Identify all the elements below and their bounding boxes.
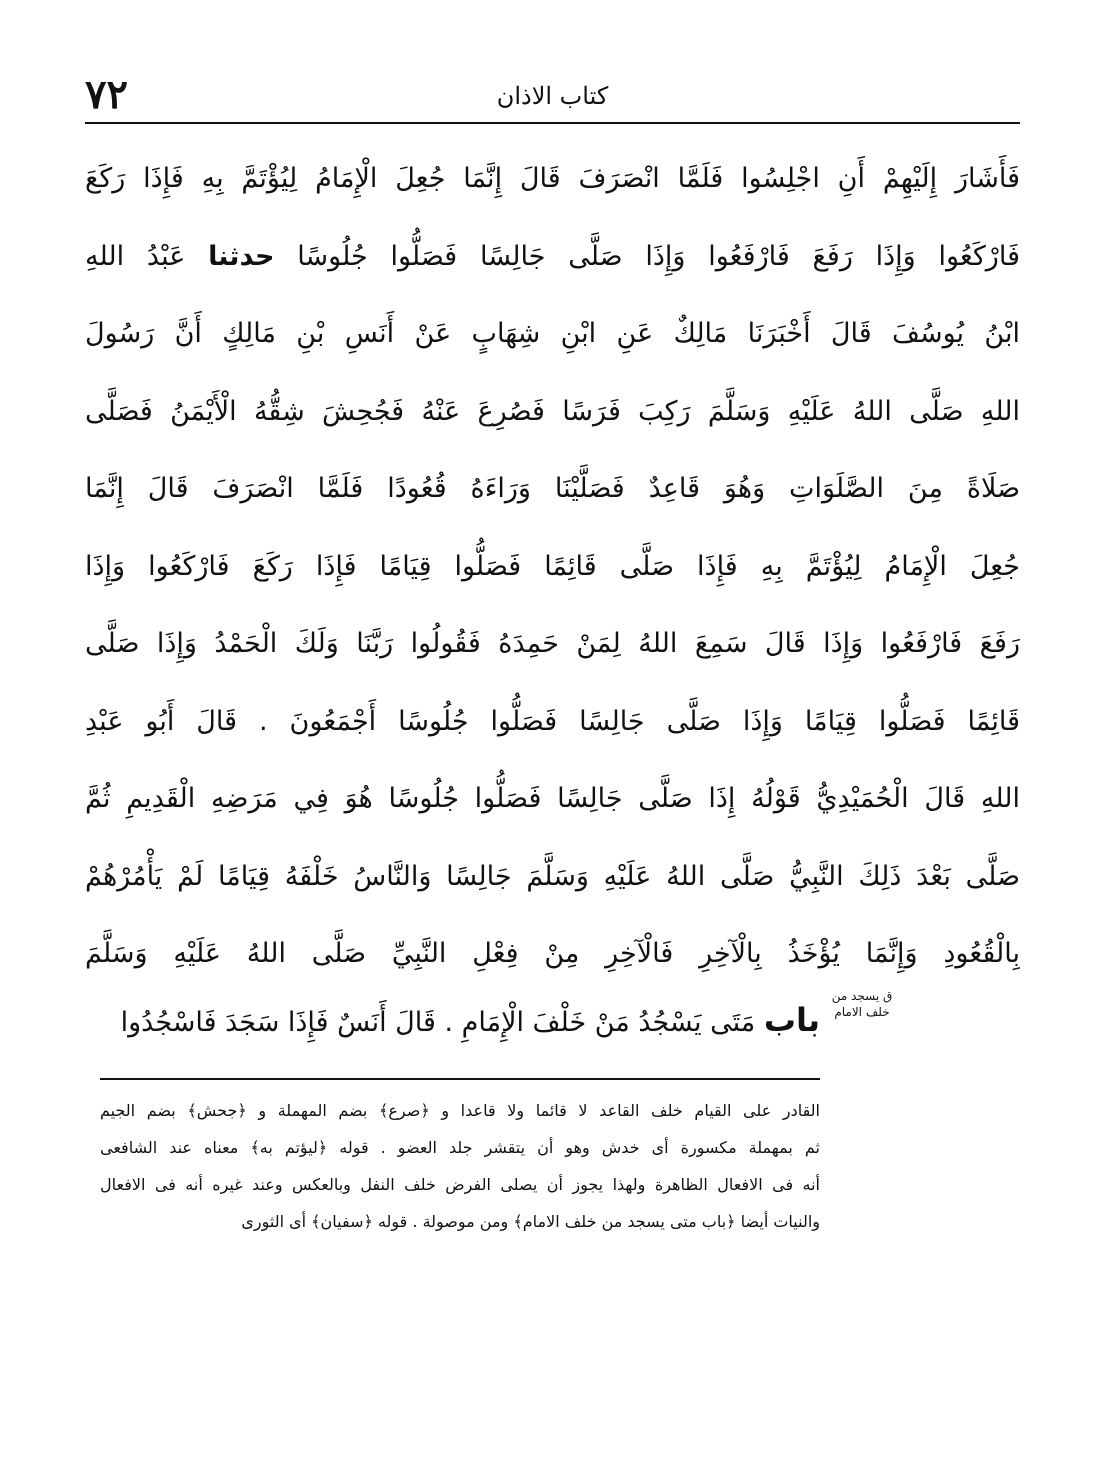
footnote-line: ثم بمهملة مكسورة أى خدش وهو أن يتقشر جلد العضو . قوله ﴿ليؤتم به﴾ معناه عند الشافعى — [100, 1138, 820, 1157]
text-line: رَفَعَ فَارْفَعُوا وَإِذَا قَالَ سَمِعَ اللهُ لِمَنْ حَمِدَهُ فَقُولُوا رَبَّنَا وَلَكَ الْحَمْدُ وَإِذَا صَلَّى — [85, 628, 1020, 659]
footnote-line: والنيات أيضا ﴿باب متى يسجد من خلف الامام﴾ ومن موصولة . قوله ﴿سفيان﴾ أى الثورى — [241, 1212, 820, 1231]
footnotes — [100, 1092, 820, 1240]
running-title: كتاب الاذان — [496, 82, 609, 110]
header-rule — [85, 122, 1020, 124]
text-line: صَلَاةً مِنَ الصَّلَوَاتِ وَهُوَ قَاعِدٌ فَصَلَّيْنَا وَرَاءَهُ قُعُودًا فَلَمَّا انْصَرَفَ قَالَ إِنَّمَا — [85, 473, 1020, 504]
chapter-heading-line — [85, 985, 820, 1055]
chapter-marker: باب — [763, 1001, 820, 1039]
text-line: اللهِ صَلَّى اللهُ عَلَيْهِ وَسَلَّمَ رَكِبَ فَرَسًا فَصُرِعَ عَنْهُ فَجُحِشَ شِقُّهُ الْأَيْمَنُ فَصَلَّى — [85, 395, 1020, 427]
footnote-line: القادر على القيام خلف القاعد لا قائما ولا قاعدا و ﴿صرع﴾ بضم المهملة و ﴿جحش﴾ بضم الجيم — [100, 1101, 820, 1120]
text-line: فَأَشَارَ إِلَيْهِمْ أَنِ اجْلِسُوا فَلَمَّا انْصَرَفَ قَالَ إِنَّمَا جُعِلَ الْإِمَامُ لِيُؤْتَمَّ بِهِ فَإِذَا رَكَعَ — [85, 163, 1020, 194]
chapter-heading-text: مَتَى يَسْجُدُ مَنْ خَلْفَ الْإِمَامِ . قَالَ أَنَسٌ فَإِذَا سَجَدَ فَاسْجُدُوا — [120, 1007, 756, 1038]
footnote-rule — [100, 1078, 820, 1080]
text-line: بِالْقُعُودِ وَإِنَّمَا يُؤْخَذُ بِالْآخِرِ فَالْآخِرِ مِنْ فِعْلِ النَّبِيِّ صَلَّى اللهُ عَلَيْهِ وَسَلَّمَ — [85, 938, 1020, 969]
main-text — [85, 140, 1020, 993]
text-line: اللهِ قَالَ الْحُمَيْدِيُّ قَوْلُهُ إِذَا صَلَّى جَالِسًا فَصَلُّوا جُلُوسًا هُوَ فِي مَرَضِهِ الْقَدِيمِ ثُمَّ — [85, 783, 1020, 814]
text-segment: فَارْكَعُوا وَإِذَا رَفَعَ فَارْفَعُوا وَإِذَا صَلَّى جَالِسًا فَصَلُّوا جُلُوسًا — [274, 240, 1020, 272]
text-line: صَلَّى بَعْدَ ذَلِكَ النَّبِيُّ صَلَّى اللهُ عَلَيْهِ وَسَلَّمَ جَالِسًا وَالنَّاسُ خَلْفَهُ قِيَامًا لَمْ يَأْمُرْهُمْ — [85, 860, 1020, 892]
margin-note: ق يسجد من خلف الامام — [831, 989, 893, 1019]
text-line — [85, 218, 1020, 296]
haddathana-marker: حدثنا — [208, 240, 275, 272]
text-line: جُعِلَ الْإِمَامُ لِيُؤْتَمَّ بِهِ فَإِذَا صَلَّى قَائِمًا فَصَلُّوا قِيَامًا فَإِذَا رَكَعَ فَارْكَعُوا وَإِذَا — [85, 550, 1020, 582]
text-line: قَائِمًا فَصَلُّوا قِيَامًا وَإِذَا صَلَّى جَالِسًا فَصَلُّوا جُلُوسًا أَجْمَعُونَ . قَالَ أَبُو عَبْدِ — [85, 705, 1020, 737]
page-header — [85, 70, 1020, 120]
footnote-line: أنه فى الافعال الظاهرة ولهذا يجوز أن يصلى الفرض خلف النفل وبالعكس وعند غيره أنه فى الافعال — [100, 1175, 820, 1194]
text-segment: عَبْدُ اللهِ — [85, 240, 209, 272]
page-number: ٧٢ — [85, 71, 128, 118]
text-line: ابْنُ يُوسُفَ قَالَ أَخْبَرَنَا مَالِكٌ عَنِ ابْنِ شِهَابٍ عَنْ أَنَسِ بْنِ مَالِكٍ أَنَّ رَسُولَ — [85, 318, 1020, 349]
